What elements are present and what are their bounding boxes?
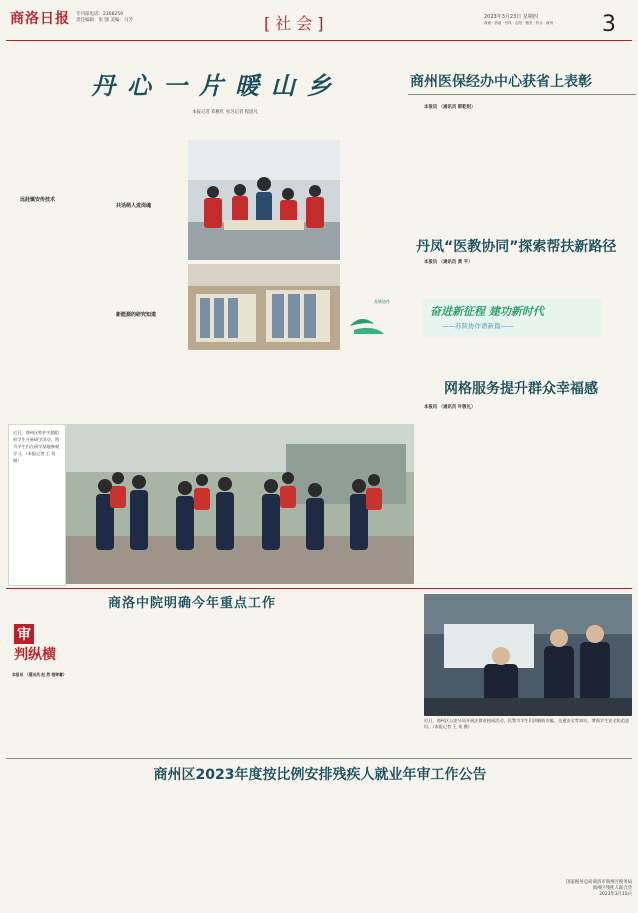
banner: [422, 299, 602, 337]
story6-column-1: [8, 788, 158, 898]
story1-column-4: [344, 128, 410, 292]
story5-column-4: [294, 616, 384, 754]
banner-line1: 奋进新征程 建功新时代: [430, 305, 544, 318]
story1-photo-books: [188, 264, 340, 350]
story6-signature: 国家税务总局商洛市商州区税务局 商州区残疾人联合会 2023年3月15日: [566, 880, 632, 897]
trial-column-logo: [12, 624, 76, 668]
story4-photo: [66, 424, 414, 584]
story5-byline: 本报讯 （通讯员 赵 然 程钟庸）: [12, 672, 67, 677]
story2-body: [424, 110, 636, 228]
story5-title: 商洛中院明确今年重点工作: [108, 596, 277, 611]
story3-title: 丹凤“医教协同”探索帮扶新路径: [416, 239, 617, 255]
story1-photo-children: [188, 140, 340, 260]
story6-column-2: [162, 788, 312, 898]
story1-byline: 本报记者 邓桃红 见习记者 程思凡: [192, 110, 258, 115]
story3-byline: 本报讯 （通讯员 黄 平）: [424, 260, 473, 265]
story5-column-3: [200, 616, 290, 754]
story2-rule: [408, 94, 636, 95]
story2-byline: 本报讯 （通讯员 郭乾则）: [424, 105, 476, 110]
story4-body: [424, 411, 636, 575]
story4-byline: 本报讯 （通讯员 叶敬礼）: [424, 405, 476, 410]
story6-column-4: [470, 788, 632, 868]
story5-photo-caption: 近日，商州区公安分局开展法律进校园活动，民警为学生们讲解防诈骗、交通安全等知识，增强学生安全防范意识。（本报记者 王 英 摄）: [424, 718, 630, 729]
banner-box: [344, 296, 420, 340]
story1-column-2: 共话萌人进岗魂 新能源的研究知道: [116, 203, 157, 319]
story4-photo-text-box: [8, 424, 66, 586]
trial-logo-char: 审: [14, 624, 34, 644]
story2-title: 商州医保经办中心获省上表彰: [410, 74, 592, 90]
story6-top-rule: [6, 758, 632, 759]
story5-column-1: [12, 678, 102, 754]
banner-source: 苏陕协作: [374, 299, 390, 304]
story6-title: 商州区2023年度按比例安排残疾人就业年审工作公告: [153, 767, 487, 783]
story1-column-1: 远赴镇安传技术: [20, 197, 56, 203]
masthead: [6, 6, 632, 41]
section-divider: [6, 588, 632, 589]
newspaper-logo: 商洛日报: [10, 11, 70, 27]
issue-date: 2023年3月23日 星期四 商南 · 洛南 · 丹凤 · 山阳 · 镇安 · 柞水 · 商州: [484, 14, 554, 25]
story5-photo: [424, 594, 632, 716]
story1-column-5: [344, 344, 410, 420]
story1-column-3: [188, 352, 340, 420]
banner-line2: ——苏陕协作谱新篇——: [442, 322, 514, 330]
story1-title: 丹心一片暖山乡: [91, 71, 343, 100]
section-tag: [社会]: [264, 14, 329, 33]
story6-column-3: [316, 788, 466, 898]
story4-photo-text: 近日，商州区牧护关镇组织学生开展研学活动。图为学生们在研学基地参观学习。（本报记者 王 英 摄）: [13, 430, 60, 463]
page-number: 3: [602, 12, 616, 37]
trial-logo-text: 判纵横: [14, 647, 56, 663]
edition-info: 专刊部电话：2368259 责任编辑：张 强 美编：马芳: [76, 12, 133, 23]
story4-title: 网格服务提升群众幸福感: [444, 381, 598, 397]
story5-column-2: [106, 616, 196, 754]
